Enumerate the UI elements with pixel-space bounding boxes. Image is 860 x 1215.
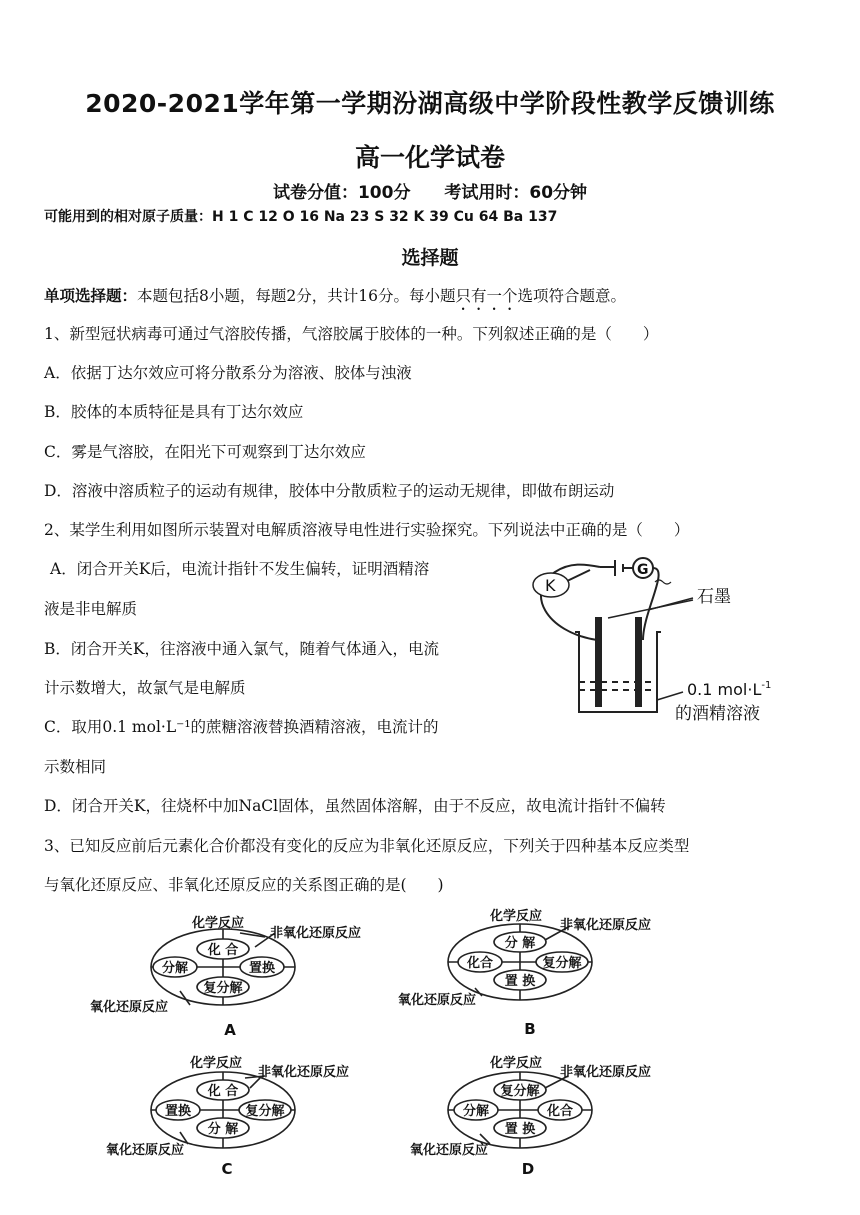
score-info: 试卷分值：100分	[272, 183, 411, 203]
instr-emphasis: 只有一个	[455, 287, 518, 305]
graphite-label: 石墨	[697, 587, 731, 607]
instr-text-a: 本题包括8小题，每题2分，共计16分。每小题	[137, 287, 456, 305]
q2-stem: 2、某学生利用如图所示装置对电解质溶液导电性进行实验探究。下列说法中正确的是（ ）	[44, 521, 690, 539]
q2-option-b-line2: 计示数增大，故氯气是电解质	[44, 679, 246, 697]
instr-text-b: 选项符合题意。	[517, 287, 626, 305]
diagram-c	[80, 1050, 410, 1190]
diagram-letter: C	[221, 1160, 233, 1178]
switch-label: K	[545, 576, 556, 595]
electrolysis-apparatus-figure	[515, 552, 815, 732]
section-title: 选择题	[401, 247, 459, 269]
region-bottom: 置 换	[504, 1122, 536, 1137]
concentration-label	[687, 680, 771, 699]
left-label: 氧化还原反应	[90, 1000, 169, 1015]
region-left: 化合	[466, 956, 494, 971]
diagram-d	[380, 1050, 710, 1190]
q2-option-a-line2: 液是非电解质	[44, 600, 138, 618]
exam-info	[0, 178, 860, 203]
q2-option-a-line1: A．闭合开关K后，电流计指针不发生偏转，证明酒精溶	[50, 560, 430, 578]
region-left: 分解	[462, 1104, 490, 1119]
exam-title: 2020-2021学年第一学期汾湖高级中学阶段性教学反馈训练	[85, 89, 775, 118]
q1-option-c: C．雾是气溶胶，在阳光下可观察到丁达尔效应	[44, 443, 366, 461]
region-right: 化合	[546, 1104, 574, 1119]
left-label: 氧化还原反应	[106, 1143, 185, 1158]
outer-label: 化学反应	[190, 1056, 243, 1071]
right-label: 非氧化还原反应	[560, 1065, 652, 1080]
q2-option-c-line2: 示数相同	[44, 758, 107, 776]
region-bottom: 置 换	[504, 974, 536, 989]
q3-stem-line2: 与氧化还原反应、非氧化还原反应的关系图正确的是( )	[44, 876, 444, 894]
concentration-value: 0.1 mol·L	[687, 680, 762, 699]
region-top: 化 合	[207, 1084, 239, 1099]
outer-label: 化学反应	[490, 909, 543, 924]
region-bottom: 分 解	[207, 1122, 239, 1137]
region-top: 化 合	[207, 943, 239, 958]
q3-stem-line1: 3、已知反应前后元素化合价都没有变化的反应为非氧化还原反应，下列关于四种基本反应类型	[44, 837, 690, 855]
region-right: 复分解	[245, 1104, 285, 1119]
outer-label: 化学反应	[192, 916, 245, 931]
diagram-b	[380, 900, 710, 1040]
section-instructions	[44, 284, 626, 314]
solution-label: 的酒精溶液	[675, 704, 760, 724]
left-label: 氧化还原反应	[398, 993, 477, 1008]
right-label: 非氧化还原反应	[560, 918, 652, 933]
atomic-masses: 可能用到的相对原子质量：H 1 C 12 O 16 Na 23 S 32 K 39 Cu 64 Ba 137	[44, 209, 558, 225]
diagram-letter: B	[524, 1020, 536, 1038]
region-bottom: 复分解	[203, 981, 243, 996]
region-top: 分 解	[504, 936, 536, 951]
q1-stem: 1、新型冠状病毒可通过气溶胶传播，气溶胶属于胶体的一种。下列叙述正确的是（ ）	[44, 325, 659, 343]
q1-option-a: A．依据丁达尔效应可将分散系分为溶液、胶体与浊液	[44, 364, 412, 382]
galvanometer-label: G	[637, 562, 649, 578]
right-label: 非氧化还原反应	[258, 1065, 350, 1080]
region-left: 分解	[161, 961, 189, 976]
q2-option-b-line1: B．闭合开关K，往溶液中通入氯气，随着气体通入，电流	[44, 640, 439, 658]
diagram-a	[80, 905, 410, 1045]
time-info: 考试用时：60分钟	[444, 183, 588, 203]
outer-label: 化学反应	[490, 1056, 543, 1071]
exam-subtitle: 高一化学试卷	[354, 143, 505, 172]
concentration-exponent: -1	[761, 680, 772, 691]
region-right: 置换	[248, 961, 276, 976]
diagram-letter: A	[224, 1021, 236, 1039]
q2-option-d: D．闭合开关K，往烧杯中加NaCl固体，虽然固体溶解，由于不反应，故电流计指针不偏转	[44, 797, 666, 815]
instr-label: 单项选择题：	[44, 287, 138, 305]
right-label: 非氧化还原反应	[270, 926, 362, 941]
q1-option-d: D．溶液中溶质粒子的运动有规律，胶体中分散质粒子的运动无规律，即做布朗运动	[44, 482, 615, 500]
region-right: 复分解	[542, 956, 582, 971]
q1-option-b: B．胶体的本质特征是具有丁达尔效应	[44, 403, 304, 421]
region-left: 置换	[164, 1104, 192, 1119]
q2-option-c-line1: C．取用0.1 mol·L⁻¹的蔗糖溶液替换酒精溶液，电流计的	[44, 718, 439, 736]
diagram-letter: D	[521, 1160, 535, 1178]
region-top: 复分解	[500, 1084, 540, 1099]
left-label: 氧化还原反应	[410, 1143, 489, 1158]
